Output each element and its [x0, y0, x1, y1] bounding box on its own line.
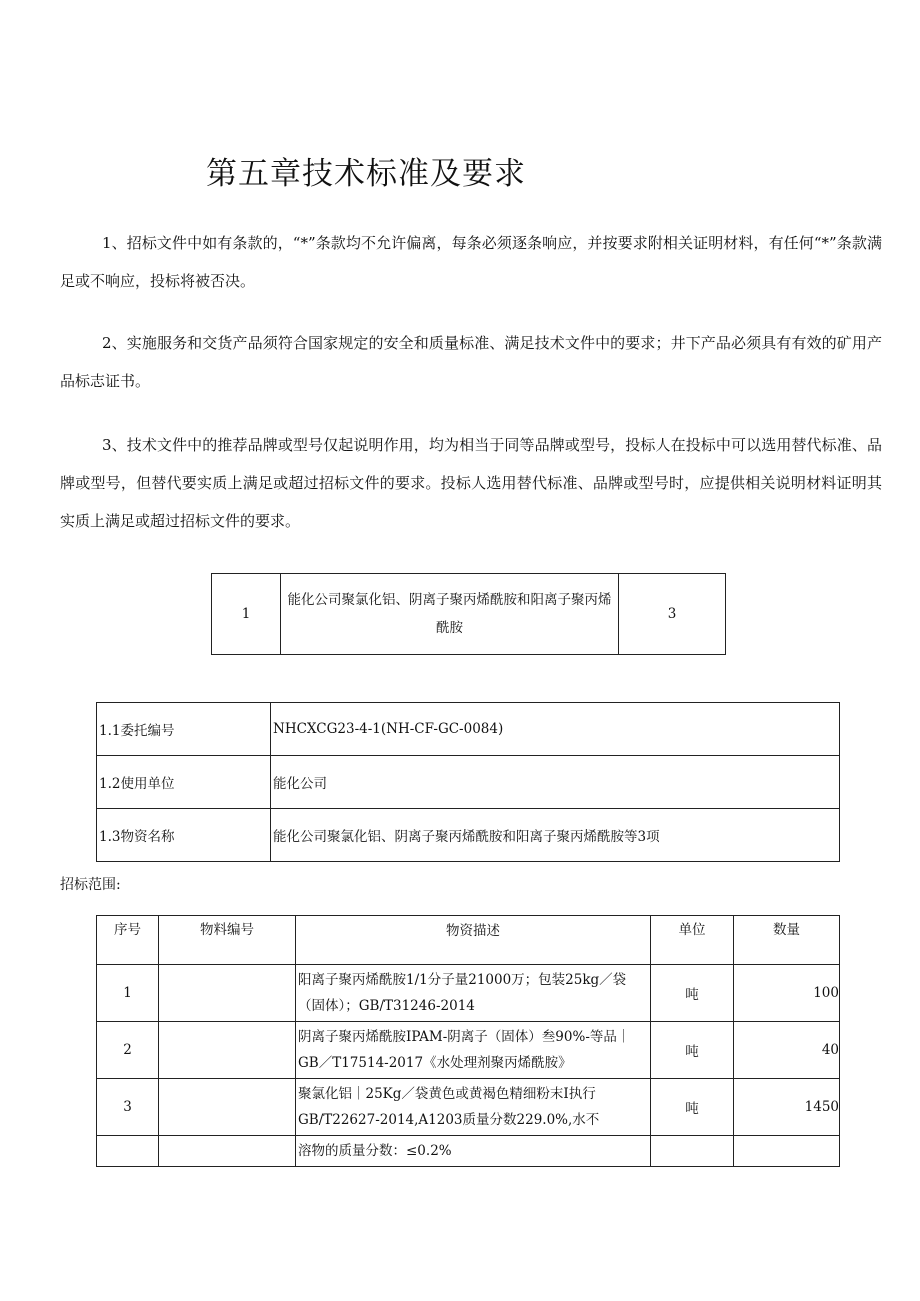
item-count-cell: 3	[619, 574, 726, 655]
row-desc: 阴离子聚丙烯酰胺IPAM-阴离子（固体）叁90%-等品｜GB／T17514-2017《水处理剂聚丙烯酰胺》	[296, 1022, 651, 1079]
requirement-paragraph-1: 1、招标文件中如有条款的，“*”条款均不允许偏离，每条必须逐条响应，并按要求附相关证明材料，有任何“*”条款满足或不响应，投标将被否决。	[60, 234, 882, 290]
commission-info-table	[96, 702, 840, 862]
row-desc: 聚氯化铝｜25Kg／袋黄色或黄褐色精细粉末Ⅰ执行GB/T22627-2014,A1203质量分数229.0%,水不	[296, 1079, 651, 1136]
scope-label: 招标范围:	[60, 877, 121, 893]
requirement-paragraph-3: 3、技术文件中的推荐品牌或型号仅起说明作用，均为相当于同等品牌或型号，投标人在投标中可以选用替代标准、品牌或型号，但替代要实质上满足或超过招标文件的要求。投标人选用替代标准、品牌或型号时，应提供相关说明材料证明其实质上满足或超过招标文件的要求。	[60, 436, 882, 530]
row-qty: 100	[734, 965, 840, 1022]
row-desc: 阳离子聚丙烯酰胺1/1分子量21000万；包装25kg／袋（固体）；GB/T31246-2014	[296, 965, 651, 1022]
table-row	[97, 1079, 840, 1136]
info-value-cell: 能化公司	[271, 756, 840, 809]
table-row	[97, 756, 840, 809]
header-seq: 序号	[97, 916, 159, 965]
info-value-cell: 能化公司聚氯化铝、阴离子聚丙烯酰胺和阳离子聚丙烯酰胺等3项	[271, 809, 840, 862]
row-code	[159, 1079, 296, 1136]
header-desc: 物资描述	[296, 916, 651, 965]
scope-table	[96, 915, 840, 1167]
header-code: 物料编号	[159, 916, 296, 965]
row-code	[159, 1022, 296, 1079]
item-name-cell: 能化公司聚氯化铝、阴离子聚丙烯酰胺和阳离子聚丙烯酰胺	[281, 574, 619, 655]
item-summary-table	[211, 573, 726, 655]
row-unit: 吨	[651, 965, 734, 1022]
table-header-row	[97, 916, 840, 965]
row-unit	[651, 1136, 734, 1167]
row-seq: 3	[97, 1079, 159, 1136]
info-key-cell: 1.3物资名称	[97, 809, 271, 862]
info-value-cell: NHCXCG23-4-1(NH-CF-GC-0084)	[271, 703, 840, 756]
row-seq: 1	[97, 965, 159, 1022]
table-row	[97, 965, 840, 1022]
row-unit: 吨	[651, 1022, 734, 1079]
page-title: 第五章技术标准及要求	[206, 156, 526, 192]
row-qty	[734, 1136, 840, 1167]
info-key-cell: 1.1委托编号	[97, 703, 271, 756]
row-qty: 1450	[734, 1079, 840, 1136]
row-seq: 2	[97, 1022, 159, 1079]
row-code	[159, 965, 296, 1022]
item-seq-cell: 1	[212, 574, 281, 655]
row-qty: 40	[734, 1022, 840, 1079]
row-desc: 溶物的质量分数：≤0.2%	[296, 1136, 651, 1167]
info-key-cell: 1.2使用单位	[97, 756, 271, 809]
header-qty: 数量	[734, 916, 840, 965]
table-row	[97, 1022, 840, 1079]
row-code	[159, 1136, 296, 1167]
header-unit: 单位	[651, 916, 734, 965]
table-row	[97, 1136, 840, 1167]
requirement-paragraph-2: 2、实施服务和交货产品须符合国家规定的安全和质量标准、满足技术文件中的要求；井下产品必须具有有效的矿用产品标志证书。	[60, 334, 882, 390]
row-unit: 吨	[651, 1079, 734, 1136]
row-seq	[97, 1136, 159, 1167]
table-row	[97, 809, 840, 862]
table-row	[97, 703, 840, 756]
table-row	[212, 574, 726, 655]
